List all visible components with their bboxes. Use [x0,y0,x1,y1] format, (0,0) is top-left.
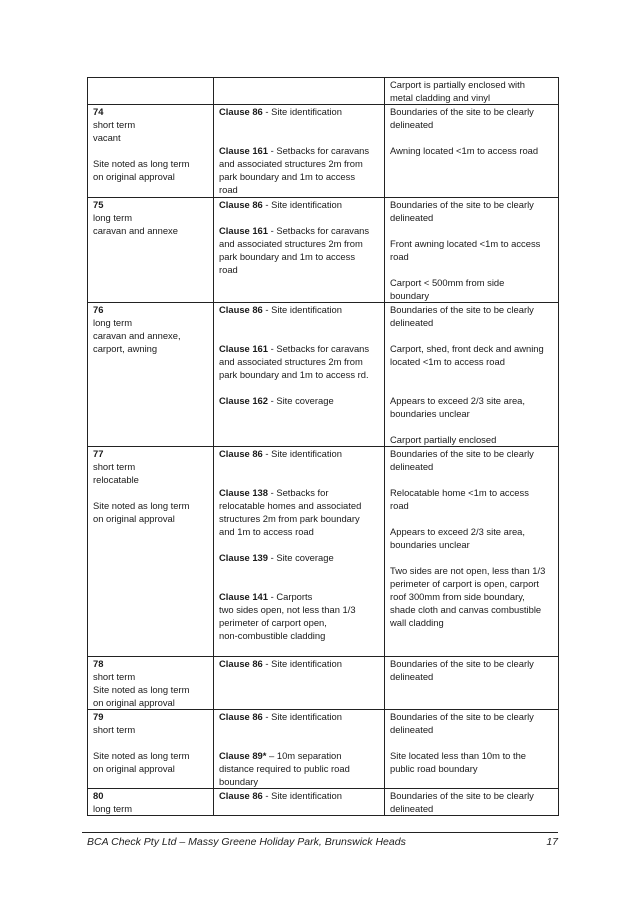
clause-cell [214,710,385,789]
finding-cell [385,198,559,303]
site-line: short term [93,461,136,472]
site-line: carport, awning [93,343,158,354]
finding-line: shade cloth and canvas combustible [390,604,542,615]
site-cell [88,105,214,198]
clause-line [219,303,380,316]
clause-number: Clause 141 [219,591,268,602]
clause-number: Clause 161 [219,145,268,156]
clause-cell [214,447,385,657]
site-cell [88,78,214,105]
table-row [88,657,559,710]
clause-line: non-combustible cladding [219,630,326,641]
clause-line [219,749,380,762]
clause-text: - Setbacks for caravans [268,225,370,236]
finding-line: Two sides are not open, less than 1/3 [390,565,546,576]
site-line: long term [93,212,133,223]
clause-line: and associated structures 2m from [219,238,363,249]
table-row [88,303,559,447]
page-footer [87,836,558,852]
table-row [88,447,559,657]
site-line: caravan and annexe [93,225,178,236]
clause-text: - Setbacks for caravans [268,145,370,156]
clause-line: park boundary and 1m to access [219,251,356,262]
finding-line: boundaries unclear [390,539,470,550]
finding-line: wall cladding [390,617,444,628]
clause-line [219,144,380,157]
clause-line [219,198,380,211]
table-row [88,789,559,816]
finding-line: Boundaries of the site to be clearly [390,658,534,669]
table-row [88,105,559,198]
finding-line: delineated [390,119,434,130]
site-cell [88,447,214,657]
clause-line: perimeter of carport open, [219,617,327,628]
finding-line: delineated [390,803,434,814]
clause-number: Clause 139 [219,552,268,563]
site-line: 75 [93,199,104,210]
site-cell [88,710,214,789]
finding-line: delineated [390,724,434,735]
clause-cell [214,198,385,303]
finding-line: delineated [390,317,434,328]
clause-number: Clause 161 [219,225,268,236]
clause-line [219,224,380,237]
finding-line: Carport, shed, front deck and awning [390,343,544,354]
site-line: on original approval [93,697,175,708]
clause-number: Clause 86 [219,106,263,117]
clause-line [219,590,380,603]
clause-line [219,657,380,670]
finding-line: Boundaries of the site to be clearly [390,711,534,722]
finding-line: Boundaries of the site to be clearly [390,199,534,210]
clause-line [219,342,380,355]
clause-text: - Site coverage [268,395,334,406]
site-line: 78 [93,658,104,669]
clause-cell [214,789,385,816]
site-line: long term [93,317,133,328]
clause-text: - Setbacks for caravans [268,343,370,354]
finding-line: boundary [390,290,430,301]
finding-line: Appears to exceed 2/3 site area, [390,526,525,537]
clause-text: - Setbacks for [268,487,329,498]
clause-cell [214,657,385,710]
site-line: on original approval [93,171,175,182]
finding-line: public road boundary [390,763,478,774]
clause-line: road [219,264,238,275]
clause-text: - Site identification [262,199,342,210]
finding-line: Boundaries of the site to be clearly [390,304,534,315]
clause-line [219,486,380,499]
site-cell [88,303,214,447]
clause-text: - Site identification [262,448,342,459]
clause-text: - Site coverage [268,552,334,563]
compliance-table [87,77,559,816]
finding-line: Carport < 500mm from side [390,277,505,288]
table-row [88,198,559,303]
finding-line: perimeter of carport is open, carport [390,578,540,589]
finding-cell [385,447,559,657]
finding-cell [385,105,559,198]
finding-line: Relocatable home <1m to access [390,487,529,498]
footer-company-place: BCA Check Pty Ltd – Massy Greene Holiday Park, Brunswick Heads [87,836,406,848]
finding-cell [385,303,559,447]
site-line: 80 [93,790,104,801]
clause-number: Clause 86 [219,658,263,669]
site-line: 77 [93,448,104,459]
clause-number: Clause 86 [219,711,263,722]
site-line: long term [93,803,133,814]
site-line: on original approval [93,513,175,524]
finding-line: Awning located <1m to access road [390,145,539,156]
finding-line: boundaries unclear [390,408,470,419]
clause-line: park boundary and 1m to access rd. [219,369,369,380]
clause-text: – 10m separation [266,750,342,761]
clause-text: - Site identification [262,106,342,117]
site-cell [88,198,214,303]
site-line: 79 [93,711,104,722]
site-line: vacant [93,132,121,143]
finding-line: delineated [390,212,434,223]
clause-line [219,447,380,460]
footer-divider [82,832,558,833]
site-line: short term [93,119,136,130]
clause-number: Clause 161 [219,343,268,354]
clause-number: Clause 86 [219,448,263,459]
clause-line: and associated structures 2m from [219,158,363,169]
clause-cell [214,105,385,198]
clause-line [219,710,380,723]
site-cell [88,789,214,816]
clause-number: Clause 162 [219,395,268,406]
finding-line: located <1m to access road [390,356,505,367]
finding-line: metal cladding and vinyl [390,92,491,103]
finding-line: delineated [390,671,434,682]
site-line: short term [93,671,136,682]
finding-line: road [390,500,409,511]
clause-text: - Site identification [262,790,342,801]
finding-cell [385,78,559,105]
clause-number: Clause 86 [219,304,263,315]
site-line: Site noted as long term [93,684,190,695]
finding-line: Site located less than 10m to the [390,750,527,761]
page-number: 17 [546,836,558,848]
clause-line: relocatable homes and associated [219,500,362,511]
clause-number: Clause 86 [219,790,263,801]
site-cell [88,657,214,710]
finding-cell [385,657,559,710]
site-line: Site noted as long term [93,158,190,169]
clause-text: - Site identification [262,711,342,722]
finding-line: Front awning located <1m to access [390,238,541,249]
table-row [88,710,559,789]
finding-line: delineated [390,461,434,472]
clause-line: structures 2m from park boundary [219,513,360,524]
clause-line: road [219,184,238,195]
clause-line [219,394,380,407]
finding-line: Carport partially enclosed [390,434,497,445]
finding-line: roof 300mm from side boundary, [390,591,525,602]
clause-number: Clause 86 [219,199,263,210]
finding-line: Boundaries of the site to be clearly [390,790,534,801]
clause-number: Clause 138 [219,487,268,498]
clause-text: - Site identification [262,658,342,669]
clause-line [219,105,380,118]
site-line: on original approval [93,763,175,774]
clause-cell [214,78,385,105]
finding-line: Boundaries of the site to be clearly [390,106,534,117]
table-row [88,78,559,105]
clause-cell [214,303,385,447]
site-line: short term [93,724,136,735]
site-line: 76 [93,304,104,315]
finding-cell [385,710,559,789]
site-line: relocatable [93,474,139,485]
clause-line [219,789,380,802]
finding-line: Appears to exceed 2/3 site area, [390,395,525,406]
finding-line: Boundaries of the site to be clearly [390,448,534,459]
clause-line: boundary [219,776,259,787]
site-line: 74 [93,106,104,117]
clause-line: two sides open, not less than 1/3 [219,604,356,615]
clause-number: Clause 89* [219,750,267,761]
site-line: Site noted as long term [93,500,190,511]
clause-text: - Site identification [262,304,342,315]
site-line: Site noted as long term [93,750,190,761]
clause-text: - Carports [268,591,313,602]
finding-line: Carport is partially enclosed with [390,79,525,90]
site-line: caravan and annexe, [93,330,181,341]
clause-line: distance required to public road [219,763,350,774]
clause-line: and associated structures 2m from [219,356,363,367]
clause-line: park boundary and 1m to access [219,171,356,182]
finding-cell [385,789,559,816]
clause-line: and 1m to access road [219,526,314,537]
clause-line [219,551,380,564]
finding-line: road [390,251,409,262]
